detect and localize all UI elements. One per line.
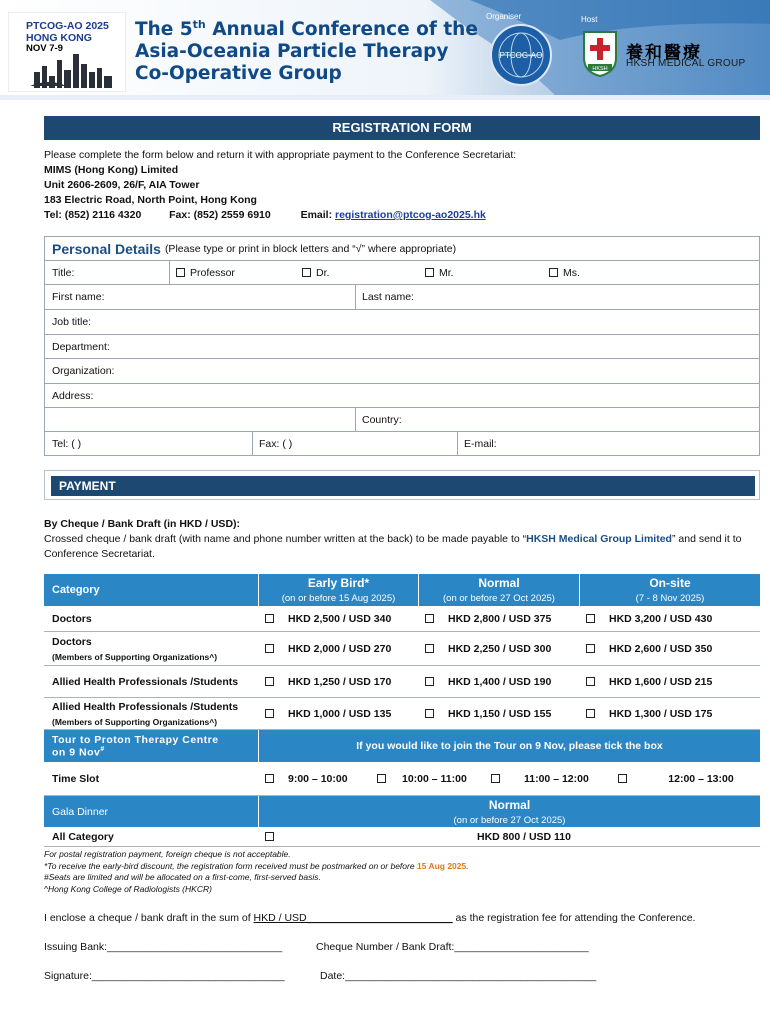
title-option-dr[interactable]: Dr. [295,261,329,284]
logo-event-name: PTCOG-AO 2025 [26,20,109,32]
country-field[interactable]: Country: [362,413,402,426]
form-title: REGISTRATION FORM [44,116,760,140]
conference-title: The 5th Annual Conference of the Asia-Oceania Particle Therapy Co-Operative Group [135,18,478,85]
table-row: Doctors (Members of Supporting Organizations^) HKD 2,000 / USD 270 HKD 2,250 / USD 300 HKD 2,600 / USD 350 [44,632,760,666]
job-title-field[interactable]: Job title: [52,316,92,328]
personal-details-instruction: (Please type or print in block letters and “√” where appropriate) [164,242,457,255]
price: HKD 2,250 / USD 300 [448,642,552,655]
secretariat-tel: Tel: (852) 2116 4320 [44,209,142,221]
normal-allied-checkbox[interactable] [418,666,440,697]
early-bird-allied-checkbox[interactable] [258,666,280,697]
note-early-bird: *To receive the early-bird discount, the registration form received must be postmarked on or before 15 Aug 2025. [44,860,469,871]
enclose-statement: I enclose a cheque / bank draft in the sum of HKD / USD_________________________ as the registration fee for attending the Conference. [44,912,696,924]
secretariat-email-link[interactable]: registration@ptcog-ao2025.hk [335,209,486,221]
note-hkcr: ^Hong Kong College of Radiologists (HKCR) [44,883,212,894]
time-slot-row [44,762,760,796]
gala-dinner-label: Gala Dinner [44,796,258,827]
secretariat-contact [44,208,516,223]
cheque-instructions [44,517,760,562]
title-label: Title: [52,266,75,279]
title-option-ms[interactable]: Ms. [542,261,580,284]
tour-instruction: If you would like to join the Tour on 9 Nov, please tick the box [258,730,760,762]
gala-dinner-checkbox[interactable] [258,827,280,846]
host-name-chinese: 養和醫療 [626,43,702,62]
price: HKD 3,200 / USD 430 [609,612,713,625]
contact-row [45,432,759,455]
department-row [45,335,759,359]
svg-text:PTCOG-AO: PTCOG-AO [499,51,543,60]
gala-normal-header: Normal (on or before 27 Oct 2025) [258,796,760,827]
all-category-label: All Category [52,830,114,843]
secretariat-name: MIMS (Hong Kong) Limited [44,164,179,176]
organization-row [45,359,759,384]
normal-header: Normal (on or before 27 Oct 2025) [418,574,579,606]
logo-city: HONG KONG [26,32,92,44]
fax-field[interactable]: Fax: ( ) [259,437,293,450]
table-row: Allied Health Professionals /Students HKD 1,250 / USD 170 HKD 1,400 / USD 190 HKD 1,600 / USD 215 [44,666,760,698]
amount-field[interactable]: HKD / USD_________________________ [253,912,453,924]
time-slot-2: 10:00 – 11:00 [402,772,467,785]
onsite-allied-member-checkbox[interactable] [579,698,601,729]
cheque-text: Crossed cheque / bank draft (with name and phone number written at the back) to be made payable to “HKSH Medical Group Limited” and send it to Conference Secretariat. [44,533,742,560]
price: HKD 2,000 / USD 270 [288,642,392,655]
name-row [45,285,759,310]
early-bird-header: Early Bird* (on or before 15 Aug 2025) [258,574,418,606]
price: HKD 1,250 / USD 170 [288,675,392,688]
onsite-doctors-member-checkbox[interactable] [579,632,601,665]
email-field[interactable]: E-mail: [464,437,497,450]
early-bird-doctors-checkbox[interactable] [258,606,280,631]
personal-details-table [44,236,760,456]
organizer-label: Organiser [486,12,522,21]
personal-details-heading: Personal Details [52,240,161,257]
hksh-crest-logo [582,30,618,78]
time-slot-1-checkbox[interactable] [258,762,280,795]
table-row: Doctors HKD 2,500 / USD 340 HKD 2,800 / USD 375 HKD 3,200 / USD 430 [44,606,760,632]
first-name-field[interactable]: First name: [52,291,105,303]
time-slot-4: 12:00 – 13:00 [668,772,734,785]
secretariat-info [44,148,516,223]
tour-label: Tour to Proton Therapy Centre on 9 Nov# [44,730,258,762]
price: HKD 2,500 / USD 340 [288,612,392,625]
price: HKD 1,600 / USD 215 [609,675,713,688]
job-title-row [45,310,759,335]
cheque-heading: By Cheque / Bank Draft (in HKD / USD): [44,518,241,530]
time-slot-2-checkbox[interactable] [370,762,392,795]
address-row [45,384,759,408]
title-row [45,261,759,285]
secretariat-address-2: 183 Electric Road, North Point, Hong Kong [44,194,257,206]
address-continued-field[interactable] [45,408,355,431]
gala-price-row [44,827,760,847]
cheque-number-field[interactable]: Cheque Number / Bank Draft:_______________________ [316,941,589,953]
checkbox[interactable] [549,268,558,277]
gala-price: HKD 800 / USD 110 [477,830,571,843]
onsite-header: On-site (7 - 8 Nov 2025) [579,574,760,606]
conference-header [0,0,770,100]
country-row [45,408,759,432]
secretariat-fax: Fax: (852) 2559 6910 [169,209,271,221]
intro-instruction: Please complete the form below and return it with appropriate payment to the Conference Secretariat: [44,149,517,161]
title-option-mr[interactable]: Mr. [418,261,454,284]
onsite-allied-checkbox[interactable] [579,666,601,697]
svg-text:HKSH: HKSH [592,66,608,72]
normal-doctors-member-checkbox[interactable] [418,632,440,665]
secretariat-address-1: Unit 2606-2609, 26/F, AIA Tower [44,179,200,191]
secretariat-email-label: Email: [300,209,335,221]
time-slot-3: 11:00 – 12:00 [524,772,589,785]
early-bird-doctors-member-checkbox[interactable] [258,632,280,665]
time-slot-3-checkbox[interactable] [484,762,506,795]
price: HKD 1,300 / USD 175 [609,707,713,720]
note-foreign-cheque: For postal registration payment, foreign cheque is not acceptable. [44,849,291,859]
tour-header-row [44,730,760,762]
category-header: Category [44,574,258,606]
price: HKD 1,400 / USD 190 [448,675,552,688]
last-name-field[interactable]: Last name: [362,291,414,303]
price: HKD 2,800 / USD 375 [448,612,552,625]
address-field[interactable]: Address: [52,389,94,402]
fees-header-row [44,574,760,606]
price: HKD 1,000 / USD 135 [288,707,392,720]
time-slot-4-checkbox[interactable] [611,762,633,795]
skyline-icon [30,50,120,88]
onsite-doctors-checkbox[interactable] [579,606,601,631]
logo-dates: NOV 7-9 [26,43,63,54]
tel-field[interactable]: Tel: ( ) [52,437,82,450]
normal-doctors-checkbox[interactable] [418,606,440,631]
organizer-globe-logo [488,22,554,88]
note-seats: #Seats are limited and will be allocated on a first-come, first-served basis. [44,872,321,882]
checkbox[interactable] [425,268,434,277]
early-bird-allied-member-checkbox[interactable] [258,698,280,729]
personal-details-heading-row [45,237,759,261]
title-option-professor[interactable]: Professor [169,261,235,284]
host-name-english: HKSH MEDICAL GROUP [626,58,746,69]
signature-field[interactable]: Signature:_________________________________ [44,970,285,982]
time-slot-1: 9:00 – 10:00 [288,772,348,785]
normal-allied-member-checkbox[interactable] [418,698,440,729]
payment-heading: PAYMENT [51,476,755,496]
organization-field[interactable]: Organization: [52,365,115,377]
issuing-bank-field[interactable]: Issuing Bank:______________________________ [44,941,283,953]
price: HKD 1,150 / USD 155 [448,707,552,720]
department-field[interactable]: Department: [52,340,110,353]
payment-section-frame [44,470,760,500]
checkbox[interactable] [176,268,185,277]
table-row: Allied Health Professionals /Students (Members of Supporting Organizations^) HKD 1,000 / USD 135 HKD 1,150 / USD 155 HKD 1,300 / USD 175 [44,698,760,730]
footnotes [44,849,469,895]
payee-name: HKSH Medical Group Limited [526,533,672,545]
price: HKD 2,600 / USD 350 [609,642,713,655]
host-label: Host [581,15,598,24]
gala-header-row [44,796,760,827]
checkbox[interactable] [302,268,311,277]
time-slot-label: Time Slot [52,772,100,785]
date-field[interactable]: Date:___________________________________________ [320,970,597,982]
